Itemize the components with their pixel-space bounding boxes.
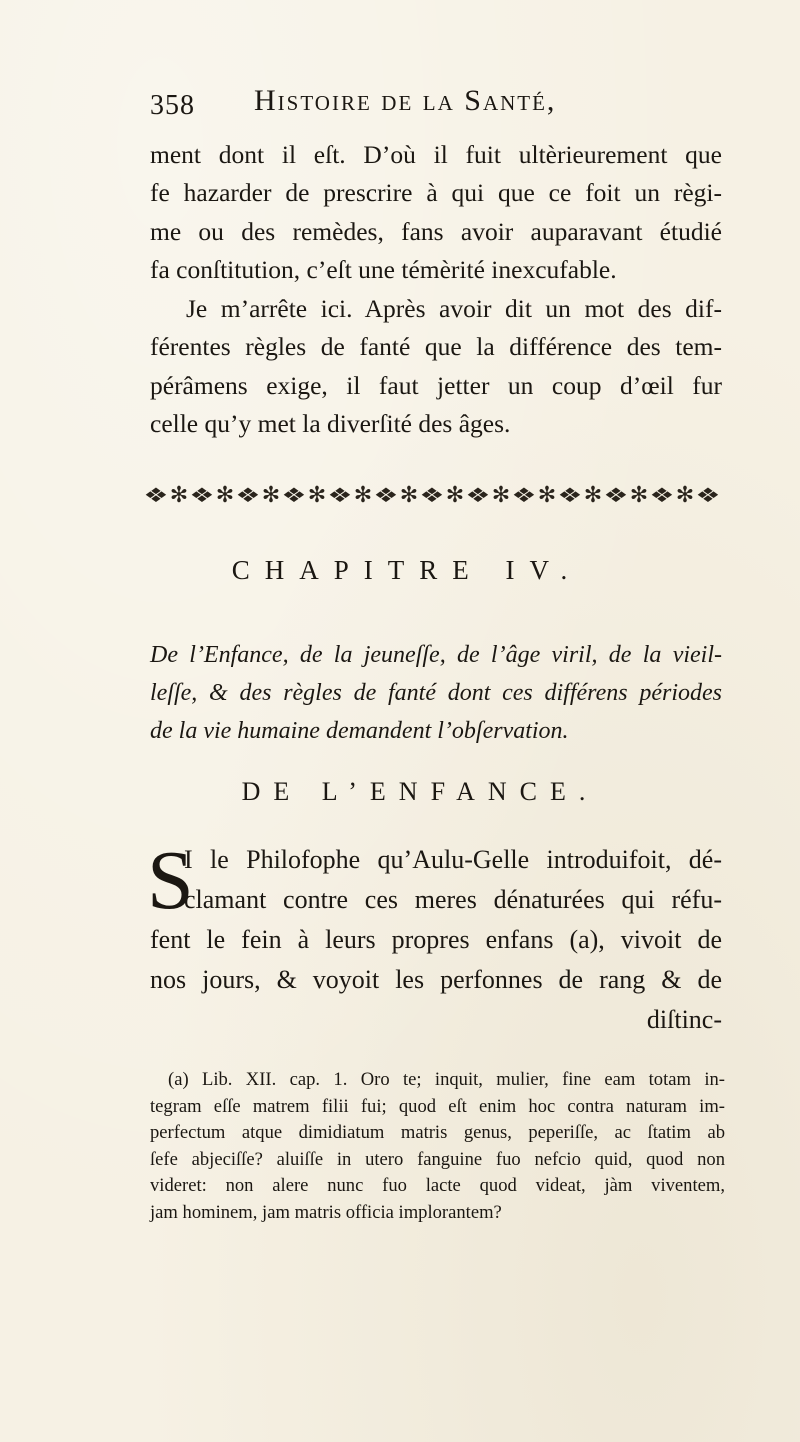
- ornament-diamond-icon: ❖: [603, 484, 629, 507]
- chapter-subtitle: [150, 636, 722, 750]
- text-line: fent le fein à leurs propres enfans (a), vivoit de: [150, 925, 722, 954]
- ornament-diamond-icon: ❖: [419, 484, 445, 507]
- footnote-line: jam hominem, jam matris officia implorantem?: [150, 1201, 502, 1223]
- paragraph-1: [150, 136, 722, 290]
- ornament-star-icon: ✻: [675, 482, 695, 507]
- footnote-line: tegram eſſe matrem filii fui; quod eſt enim hoc contra naturam im-: [150, 1095, 725, 1117]
- ornament-star-icon: ✻: [307, 482, 327, 507]
- ornament-diamond-icon: ❖: [465, 484, 491, 507]
- text-line: Je m’arrête ici. Après avoir dit un mot des dif-: [186, 294, 722, 323]
- text-line: férentes règles de fanté que la différence des tem-: [150, 332, 722, 362]
- text-line: I le Philofophe qu’Aulu-Gelle introduifoit, dé-: [184, 845, 722, 874]
- ornament-star-icon: ✻: [491, 482, 511, 507]
- text-line: me ou des remèdes, fans avoir auparavant étudié: [150, 216, 722, 246]
- ornament-star-icon: ✻: [399, 482, 419, 507]
- text-line: celle qu’y met la diverſité des âges.: [150, 409, 511, 439]
- text-line: clamant contre ces meres dénaturées qui réfu-: [184, 885, 722, 914]
- ornament-star-icon: ✻: [353, 482, 373, 507]
- ornament-star-icon: ✻: [445, 482, 465, 507]
- catchword: diſtinc-: [646, 1005, 722, 1034]
- ornament-diamond-icon: ❖: [281, 484, 307, 507]
- paragraph-3: [147, 834, 722, 1040]
- ornament-star-icon: ✻: [215, 482, 235, 507]
- text-line: pérâmens exige, il faut jetter un coup d’œil fur: [150, 370, 722, 400]
- footnote-line: videret: non alere nunc fuo lacte quod videat, jàm viventem,: [150, 1175, 725, 1196]
- footnote-line: perfectum atque dimidiatum matris genus, peperiſſe, ac ſtatim ab: [150, 1122, 725, 1143]
- ornament-diamond-icon: ❖: [511, 484, 537, 507]
- ornament-diamond-icon: ❖: [557, 484, 583, 507]
- ornament-star-icon: ✻: [583, 482, 603, 507]
- ornament-diamond-icon: ❖: [695, 484, 721, 507]
- ornament-star-icon: ✻: [537, 482, 557, 507]
- footnote-line: ſefe abjeciſſe? aluiſſe in utero fanguine fuo nefcio quid, quod non: [150, 1148, 725, 1170]
- paragraph-2: [150, 290, 722, 444]
- ornament-star-icon: ✻: [261, 482, 281, 507]
- chapter-heading: CHAPITRE IV.: [231, 555, 583, 585]
- ornament-diamond-icon: ❖: [143, 484, 169, 507]
- ornament-divider: [143, 480, 721, 510]
- page-number: 358: [150, 90, 195, 121]
- running-head: [150, 84, 710, 128]
- ornament-diamond-icon: ❖: [189, 484, 215, 507]
- footnote: [150, 1067, 725, 1226]
- ornament-diamond-icon: ❖: [649, 484, 675, 507]
- footnote-line: (a) Lib. XII. cap. 1. Oro te; inquit, mulier, fine eam totam in-: [168, 1069, 725, 1090]
- ornament-diamond-icon: ❖: [327, 484, 353, 507]
- ornament-diamond-icon: ❖: [373, 484, 399, 507]
- subtitle-line: leſſe, & des règles de fanté dont ces différens périodes: [150, 680, 722, 706]
- text-line: fe hazarder de prescrire à qui que ce foit un règi-: [150, 178, 722, 208]
- ornament-diamond-icon: ❖: [235, 484, 261, 507]
- section-heading: DE L’ENFANCE.: [241, 777, 599, 806]
- running-title: Histoire de la Santé,: [254, 84, 557, 117]
- text-line: ment dont il eſt. D’où il fuit ultèrieurement que: [150, 140, 722, 169]
- subtitle-line: de la vie humaine demandent l’obſervation.: [150, 718, 569, 744]
- subtitle-line: De l’Enfance, de la jeuneſſe, de l’âge viril, de la vieil-: [150, 642, 722, 668]
- ornament-star-icon: ✻: [629, 482, 649, 507]
- text-line: nos jours, & voyoit les perfonnes de rang & de: [150, 965, 722, 994]
- drop-cap: S: [147, 834, 194, 927]
- text-line: fa conſtitution, c’eſt une témèrité inexcufable.: [150, 255, 617, 285]
- ornament-star-icon: ✻: [169, 482, 189, 507]
